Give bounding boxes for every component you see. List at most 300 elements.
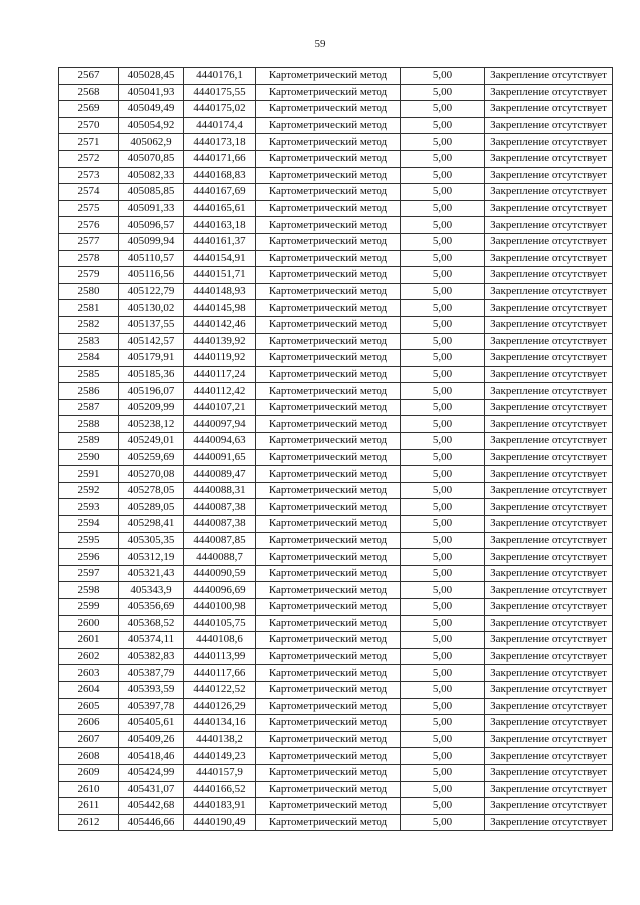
x-coordinate-cell: 405091,33: [119, 200, 184, 217]
x-coordinate-cell: 405049,49: [119, 101, 184, 118]
x-coordinate-cell: 405070,85: [119, 150, 184, 167]
accuracy-cell: 5,00: [401, 433, 485, 450]
fixation-cell: Закрепление отсутствует: [485, 466, 613, 483]
fixation-cell: Закрепление отсутствует: [485, 482, 613, 499]
y-coordinate-cell: 4440157,9: [184, 764, 256, 781]
y-coordinate-cell: 4440138,2: [184, 731, 256, 748]
table-row: [59, 798, 613, 815]
table-row: [59, 731, 613, 748]
x-coordinate-cell: 405249,01: [119, 433, 184, 450]
method-cell: Картометрический метод: [256, 715, 401, 732]
accuracy-cell: 5,00: [401, 798, 485, 815]
x-coordinate-cell: 405387,79: [119, 665, 184, 682]
table-row: [59, 632, 613, 649]
x-coordinate-cell: 405185,36: [119, 366, 184, 383]
table-row: [59, 549, 613, 566]
method-cell: Картометрический метод: [256, 117, 401, 134]
point-number-cell: 2581: [59, 300, 119, 317]
y-coordinate-cell: 4440088,7: [184, 549, 256, 566]
table-row: [59, 184, 613, 201]
y-coordinate-cell: 4440090,59: [184, 565, 256, 582]
accuracy-cell: 5,00: [401, 283, 485, 300]
fixation-cell: Закрепление отсутствует: [485, 532, 613, 549]
y-coordinate-cell: 4440151,71: [184, 267, 256, 284]
point-number-cell: 2575: [59, 200, 119, 217]
y-coordinate-cell: 4440112,42: [184, 383, 256, 400]
table-row: [59, 200, 613, 217]
y-coordinate-cell: 4440134,16: [184, 715, 256, 732]
fixation-cell: Закрепление отсутствует: [485, 250, 613, 267]
method-cell: Картометрический метод: [256, 383, 401, 400]
method-cell: Картометрический метод: [256, 433, 401, 450]
point-number-cell: 2599: [59, 599, 119, 616]
table-row: [59, 267, 613, 284]
point-number-cell: 2569: [59, 101, 119, 118]
y-coordinate-cell: 4440163,18: [184, 217, 256, 234]
accuracy-cell: 5,00: [401, 366, 485, 383]
y-coordinate-cell: 4440176,1: [184, 68, 256, 85]
accuracy-cell: 5,00: [401, 715, 485, 732]
method-cell: Картометрический метод: [256, 449, 401, 466]
method-cell: Картометрический метод: [256, 599, 401, 616]
y-coordinate-cell: 4440165,61: [184, 200, 256, 217]
table-row: [59, 715, 613, 732]
coordinates-table: [58, 67, 613, 831]
method-cell: Картометрический метод: [256, 200, 401, 217]
method-cell: Картометрический метод: [256, 300, 401, 317]
table-row: [59, 582, 613, 599]
y-coordinate-cell: 4440119,92: [184, 350, 256, 367]
fixation-cell: Закрепление отсутствует: [485, 84, 613, 101]
table-row: [59, 350, 613, 367]
method-cell: Картометрический метод: [256, 665, 401, 682]
method-cell: Картометрический метод: [256, 333, 401, 350]
table-row: [59, 150, 613, 167]
y-coordinate-cell: 4440105,75: [184, 615, 256, 632]
y-coordinate-cell: 4440122,52: [184, 681, 256, 698]
method-cell: Картометрический метод: [256, 731, 401, 748]
point-number-cell: 2574: [59, 184, 119, 201]
method-cell: Картометрический метод: [256, 150, 401, 167]
fixation-cell: Закрепление отсутствует: [485, 615, 613, 632]
x-coordinate-cell: 405397,78: [119, 698, 184, 715]
x-coordinate-cell: 405409,26: [119, 731, 184, 748]
y-coordinate-cell: 4440088,31: [184, 482, 256, 499]
accuracy-cell: 5,00: [401, 167, 485, 184]
table-row: [59, 117, 613, 134]
y-coordinate-cell: 4440171,66: [184, 150, 256, 167]
table-row: [59, 499, 613, 516]
table-row: [59, 300, 613, 317]
table-row: [59, 648, 613, 665]
accuracy-cell: 5,00: [401, 731, 485, 748]
point-number-cell: 2601: [59, 632, 119, 649]
table-row: [59, 781, 613, 798]
table-row: [59, 416, 613, 433]
accuracy-cell: 5,00: [401, 84, 485, 101]
point-number-cell: 2586: [59, 383, 119, 400]
fixation-cell: Закрепление отсутствует: [485, 814, 613, 831]
point-number-cell: 2597: [59, 565, 119, 582]
method-cell: Картометрический метод: [256, 217, 401, 234]
x-coordinate-cell: 405116,56: [119, 267, 184, 284]
table-row: [59, 665, 613, 682]
table-row: [59, 167, 613, 184]
x-coordinate-cell: 405343,9: [119, 582, 184, 599]
method-cell: Картометрический метод: [256, 233, 401, 250]
point-number-cell: 2602: [59, 648, 119, 665]
y-coordinate-cell: 4440154,91: [184, 250, 256, 267]
point-number-cell: 2611: [59, 798, 119, 815]
fixation-cell: Закрепление отсутствует: [485, 516, 613, 533]
table-row: [59, 399, 613, 416]
fixation-cell: Закрепление отсутствует: [485, 549, 613, 566]
x-coordinate-cell: 405442,68: [119, 798, 184, 815]
point-number-cell: 2606: [59, 715, 119, 732]
accuracy-cell: 5,00: [401, 300, 485, 317]
x-coordinate-cell: 405209,99: [119, 399, 184, 416]
y-coordinate-cell: 4440161,37: [184, 233, 256, 250]
fixation-cell: Закрепление отсутствует: [485, 781, 613, 798]
fixation-cell: Закрепление отсутствует: [485, 167, 613, 184]
y-coordinate-cell: 4440168,83: [184, 167, 256, 184]
table-row: [59, 532, 613, 549]
x-coordinate-cell: 405259,69: [119, 449, 184, 466]
y-coordinate-cell: 4440183,91: [184, 798, 256, 815]
method-cell: Картометрический метод: [256, 549, 401, 566]
fixation-cell: Закрепление отсутствует: [485, 499, 613, 516]
table-row: [59, 698, 613, 715]
accuracy-cell: 5,00: [401, 648, 485, 665]
fixation-cell: Закрепление отсутствует: [485, 267, 613, 284]
x-coordinate-cell: 405446,66: [119, 814, 184, 831]
table-row: [59, 433, 613, 450]
y-coordinate-cell: 4440087,38: [184, 516, 256, 533]
y-coordinate-cell: 4440096,69: [184, 582, 256, 599]
method-cell: Картометрический метод: [256, 416, 401, 433]
x-coordinate-cell: 405305,35: [119, 532, 184, 549]
point-number-cell: 2589: [59, 433, 119, 450]
fixation-cell: Закрепление отсутствует: [485, 665, 613, 682]
method-cell: Картометрический метод: [256, 134, 401, 151]
y-coordinate-cell: 4440108,6: [184, 632, 256, 649]
table-row: [59, 681, 613, 698]
table-body: [59, 68, 613, 831]
fixation-cell: Закрепление отсутствует: [485, 233, 613, 250]
table-row: [59, 333, 613, 350]
accuracy-cell: 5,00: [401, 599, 485, 616]
x-coordinate-cell: 405062,9: [119, 134, 184, 151]
method-cell: Картометрический метод: [256, 399, 401, 416]
fixation-cell: Закрепление отсутствует: [485, 798, 613, 815]
accuracy-cell: 5,00: [401, 383, 485, 400]
fixation-cell: Закрепление отсутствует: [485, 300, 613, 317]
table-row: [59, 68, 613, 85]
point-number-cell: 2594: [59, 516, 119, 533]
y-coordinate-cell: 4440145,98: [184, 300, 256, 317]
fixation-cell: Закрепление отсутствует: [485, 200, 613, 217]
fixation-cell: Закрепление отсутствует: [485, 184, 613, 201]
fixation-cell: Закрепление отсутствует: [485, 283, 613, 300]
point-number-cell: 2579: [59, 267, 119, 284]
table-row: [59, 134, 613, 151]
x-coordinate-cell: 405082,33: [119, 167, 184, 184]
y-coordinate-cell: 4440117,66: [184, 665, 256, 682]
table-row: [59, 366, 613, 383]
accuracy-cell: 5,00: [401, 582, 485, 599]
accuracy-cell: 5,00: [401, 217, 485, 234]
fixation-cell: Закрепление отсутствует: [485, 681, 613, 698]
method-cell: Картометрический метод: [256, 698, 401, 715]
y-coordinate-cell: 4440091,65: [184, 449, 256, 466]
method-cell: Картометрический метод: [256, 184, 401, 201]
accuracy-cell: 5,00: [401, 101, 485, 118]
method-cell: Картометрический метод: [256, 250, 401, 267]
y-coordinate-cell: 4440126,29: [184, 698, 256, 715]
x-coordinate-cell: 405041,93: [119, 84, 184, 101]
x-coordinate-cell: 405418,46: [119, 748, 184, 765]
point-number-cell: 2567: [59, 68, 119, 85]
table-row: [59, 316, 613, 333]
method-cell: Картометрический метод: [256, 499, 401, 516]
point-number-cell: 2582: [59, 316, 119, 333]
point-number-cell: 2612: [59, 814, 119, 831]
point-number-cell: 2578: [59, 250, 119, 267]
y-coordinate-cell: 4440166,52: [184, 781, 256, 798]
table-row: [59, 482, 613, 499]
point-number-cell: 2605: [59, 698, 119, 715]
fixation-cell: Закрепление отсутствует: [485, 68, 613, 85]
y-coordinate-cell: 4440113,99: [184, 648, 256, 665]
y-coordinate-cell: 4440174,4: [184, 117, 256, 134]
point-number-cell: 2587: [59, 399, 119, 416]
x-coordinate-cell: 405110,57: [119, 250, 184, 267]
point-number-cell: 2607: [59, 731, 119, 748]
table-row: [59, 814, 613, 831]
accuracy-cell: 5,00: [401, 665, 485, 682]
accuracy-cell: 5,00: [401, 350, 485, 367]
fixation-cell: Закрепление отсутствует: [485, 764, 613, 781]
method-cell: Картометрический метод: [256, 316, 401, 333]
method-cell: Картометрический метод: [256, 482, 401, 499]
method-cell: Картометрический метод: [256, 632, 401, 649]
point-number-cell: 2577: [59, 233, 119, 250]
fixation-cell: Закрепление отсутствует: [485, 731, 613, 748]
accuracy-cell: 5,00: [401, 267, 485, 284]
accuracy-cell: 5,00: [401, 764, 485, 781]
method-cell: Картометрический метод: [256, 68, 401, 85]
point-number-cell: 2604: [59, 681, 119, 698]
method-cell: Картометрический метод: [256, 798, 401, 815]
x-coordinate-cell: 405130,02: [119, 300, 184, 317]
page-number: 59: [314, 38, 326, 50]
y-coordinate-cell: 4440149,23: [184, 748, 256, 765]
method-cell: Картометрический метод: [256, 366, 401, 383]
accuracy-cell: 5,00: [401, 482, 485, 499]
method-cell: Картометрический метод: [256, 814, 401, 831]
x-coordinate-cell: 405368,52: [119, 615, 184, 632]
table-row: [59, 101, 613, 118]
point-number-cell: 2603: [59, 665, 119, 682]
method-cell: Картометрический метод: [256, 101, 401, 118]
accuracy-cell: 5,00: [401, 565, 485, 582]
x-coordinate-cell: 405085,85: [119, 184, 184, 201]
accuracy-cell: 5,00: [401, 134, 485, 151]
fixation-cell: Закрепление отсутствует: [485, 582, 613, 599]
fixation-cell: Закрепление отсутствует: [485, 565, 613, 582]
fixation-cell: Закрепление отсутствует: [485, 599, 613, 616]
fixation-cell: Закрепление отсутствует: [485, 150, 613, 167]
accuracy-cell: 5,00: [401, 814, 485, 831]
table-row: [59, 84, 613, 101]
method-cell: Картометрический метод: [256, 84, 401, 101]
accuracy-cell: 5,00: [401, 698, 485, 715]
table-row: [59, 283, 613, 300]
method-cell: Картометрический метод: [256, 350, 401, 367]
y-coordinate-cell: 4440097,94: [184, 416, 256, 433]
y-coordinate-cell: 4440167,69: [184, 184, 256, 201]
point-number-cell: 2591: [59, 466, 119, 483]
x-coordinate-cell: 405278,05: [119, 482, 184, 499]
x-coordinate-cell: 405238,12: [119, 416, 184, 433]
method-cell: Картометрический метод: [256, 681, 401, 698]
accuracy-cell: 5,00: [401, 549, 485, 566]
y-coordinate-cell: 4440100,98: [184, 599, 256, 616]
y-coordinate-cell: 4440173,18: [184, 134, 256, 151]
point-number-cell: 2573: [59, 167, 119, 184]
fixation-cell: Закрепление отсутствует: [485, 316, 613, 333]
accuracy-cell: 5,00: [401, 516, 485, 533]
x-coordinate-cell: 405431,07: [119, 781, 184, 798]
accuracy-cell: 5,00: [401, 499, 485, 516]
accuracy-cell: 5,00: [401, 250, 485, 267]
x-coordinate-cell: 405028,45: [119, 68, 184, 85]
method-cell: Картометрический метод: [256, 648, 401, 665]
y-coordinate-cell: 4440190,49: [184, 814, 256, 831]
point-number-cell: 2609: [59, 764, 119, 781]
x-coordinate-cell: 405196,07: [119, 383, 184, 400]
accuracy-cell: 5,00: [401, 150, 485, 167]
fixation-cell: Закрепление отсутствует: [485, 698, 613, 715]
accuracy-cell: 5,00: [401, 117, 485, 134]
table-row: [59, 383, 613, 400]
accuracy-cell: 5,00: [401, 200, 485, 217]
point-number-cell: 2598: [59, 582, 119, 599]
point-number-cell: 2596: [59, 549, 119, 566]
fixation-cell: Закрепление отсутствует: [485, 748, 613, 765]
y-coordinate-cell: 4440094,63: [184, 433, 256, 450]
x-coordinate-cell: 405382,83: [119, 648, 184, 665]
accuracy-cell: 5,00: [401, 233, 485, 250]
x-coordinate-cell: 405374,11: [119, 632, 184, 649]
y-coordinate-cell: 4440087,85: [184, 532, 256, 549]
x-coordinate-cell: 405356,69: [119, 599, 184, 616]
x-coordinate-cell: 405122,79: [119, 283, 184, 300]
fixation-cell: Закрепление отсутствует: [485, 715, 613, 732]
fixation-cell: Закрепление отсутствует: [485, 217, 613, 234]
x-coordinate-cell: 405099,94: [119, 233, 184, 250]
x-coordinate-cell: 405298,41: [119, 516, 184, 533]
table-row: [59, 250, 613, 267]
accuracy-cell: 5,00: [401, 399, 485, 416]
x-coordinate-cell: 405321,43: [119, 565, 184, 582]
accuracy-cell: 5,00: [401, 449, 485, 466]
x-coordinate-cell: 405312,19: [119, 549, 184, 566]
fixation-cell: Закрепление отсутствует: [485, 433, 613, 450]
point-number-cell: 2608: [59, 748, 119, 765]
y-coordinate-cell: 4440175,55: [184, 84, 256, 101]
table-row: [59, 565, 613, 582]
point-number-cell: 2584: [59, 350, 119, 367]
fixation-cell: Закрепление отсутствует: [485, 632, 613, 649]
table-row: [59, 516, 613, 533]
fixation-cell: Закрепление отсутствует: [485, 648, 613, 665]
x-coordinate-cell: 405142,57: [119, 333, 184, 350]
x-coordinate-cell: 405179,91: [119, 350, 184, 367]
accuracy-cell: 5,00: [401, 333, 485, 350]
y-coordinate-cell: 4440142,46: [184, 316, 256, 333]
fixation-cell: Закрепление отсутствует: [485, 416, 613, 433]
y-coordinate-cell: 4440087,38: [184, 499, 256, 516]
method-cell: Картометрический метод: [256, 283, 401, 300]
point-number-cell: 2571: [59, 134, 119, 151]
point-number-cell: 2593: [59, 499, 119, 516]
table-row: [59, 217, 613, 234]
method-cell: Картометрический метод: [256, 466, 401, 483]
accuracy-cell: 5,00: [401, 532, 485, 549]
point-number-cell: 2610: [59, 781, 119, 798]
table-row: [59, 449, 613, 466]
x-coordinate-cell: 405137,55: [119, 316, 184, 333]
accuracy-cell: 5,00: [401, 615, 485, 632]
fixation-cell: Закрепление отсутствует: [485, 134, 613, 151]
point-number-cell: 2583: [59, 333, 119, 350]
method-cell: Картометрический метод: [256, 532, 401, 549]
accuracy-cell: 5,00: [401, 748, 485, 765]
method-cell: Картометрический метод: [256, 764, 401, 781]
accuracy-cell: 5,00: [401, 416, 485, 433]
x-coordinate-cell: 405393,59: [119, 681, 184, 698]
y-coordinate-cell: 4440148,93: [184, 283, 256, 300]
point-number-cell: 2590: [59, 449, 119, 466]
method-cell: Картометрический метод: [256, 615, 401, 632]
x-coordinate-cell: 405270,08: [119, 466, 184, 483]
x-coordinate-cell: 405096,57: [119, 217, 184, 234]
accuracy-cell: 5,00: [401, 466, 485, 483]
point-number-cell: 2580: [59, 283, 119, 300]
point-number-cell: 2585: [59, 366, 119, 383]
accuracy-cell: 5,00: [401, 632, 485, 649]
method-cell: Картометрический метод: [256, 781, 401, 798]
point-number-cell: 2588: [59, 416, 119, 433]
point-number-cell: 2570: [59, 117, 119, 134]
table-row: [59, 466, 613, 483]
accuracy-cell: 5,00: [401, 781, 485, 798]
table-row: [59, 233, 613, 250]
point-number-cell: 2592: [59, 482, 119, 499]
y-coordinate-cell: 4440175,02: [184, 101, 256, 118]
table-row: [59, 615, 613, 632]
y-coordinate-cell: 4440107,21: [184, 399, 256, 416]
table-row: [59, 599, 613, 616]
method-cell: Картометрический метод: [256, 565, 401, 582]
point-number-cell: 2572: [59, 150, 119, 167]
fixation-cell: Закрепление отсутствует: [485, 399, 613, 416]
x-coordinate-cell: 405405,61: [119, 715, 184, 732]
accuracy-cell: 5,00: [401, 68, 485, 85]
fixation-cell: Закрепление отсутствует: [485, 366, 613, 383]
y-coordinate-cell: 4440139,92: [184, 333, 256, 350]
